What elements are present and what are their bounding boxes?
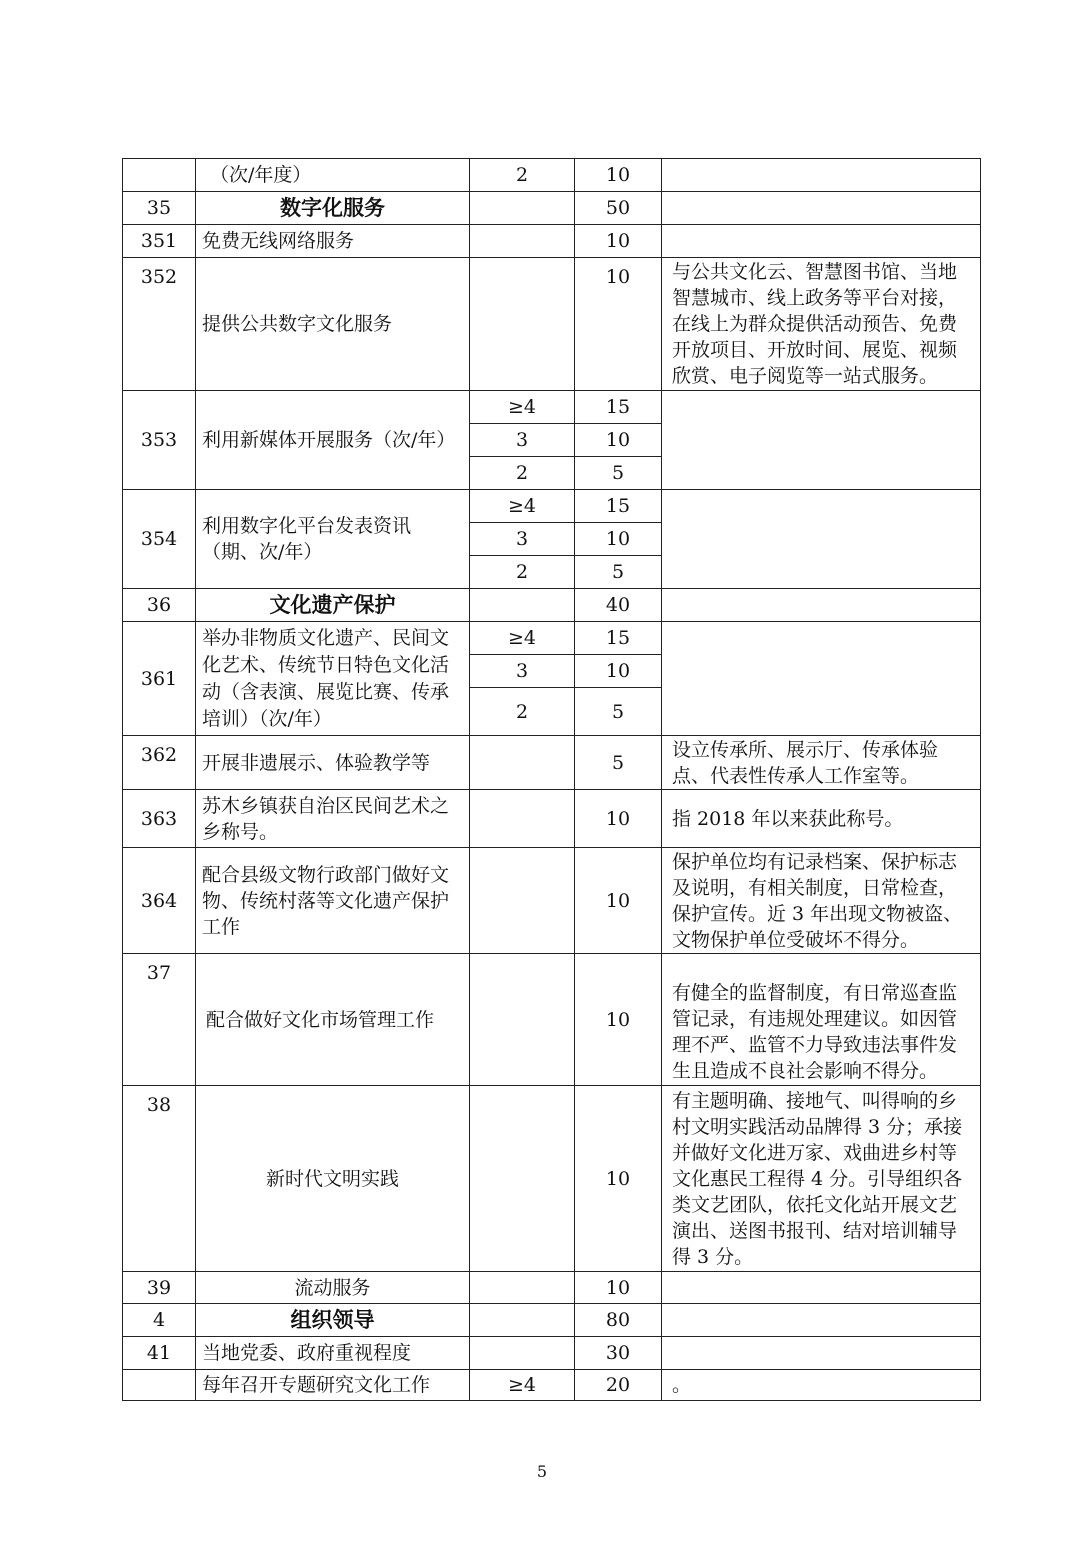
row-number: 364 [123,848,196,954]
note: 与公共文化云、智慧图书馆、当地智慧城市、线上政务等平台对接，在线上为群众提供活动预告、免费开放项目、开放时间、展览、视频欣赏、电子阅览等一站式服务。 [662,258,981,391]
table-row [123,589,981,622]
score: 10 [575,523,662,556]
note: 设立传承所、展示厅、传承体验点、代表性传承人工作室等。 [662,736,981,790]
item-name: （次/年度） [196,159,470,192]
row-number: 39 [123,1272,196,1304]
standard: 3 [470,424,575,457]
item-name: 开展非遗展示、体验教学等 [196,736,470,790]
row-number: 352 [123,258,196,391]
score: 40 [575,589,662,622]
item-name: 利用数字化平台发表资讯（期、次/年） [196,490,470,589]
score: 10 [575,159,662,192]
score: 80 [575,1304,662,1337]
row-number [123,1370,196,1401]
standard: ≥4 [470,1370,575,1401]
standard [470,790,575,848]
row-number: 4 [123,1304,196,1337]
item-name: 利用新媒体开展服务（次/年） [196,391,470,490]
score: 10 [575,1086,662,1272]
note [662,391,981,490]
item-name: 配合做好文化市场管理工作 [196,954,470,1086]
note [662,622,981,736]
row-number: 362 [123,736,196,790]
score: 10 [575,1272,662,1304]
standard [470,1272,575,1304]
row-number: 41 [123,1337,196,1370]
table-row [123,790,981,848]
standard [470,192,575,225]
score: 10 [575,848,662,954]
note: 指 2018 年以来获此称号。 [662,790,981,848]
note [662,1272,981,1304]
table-row [123,225,981,258]
standard [470,736,575,790]
item-name: 免费无线网络服务 [196,225,470,258]
table-row [123,1086,981,1272]
row-number: 361 [123,622,196,736]
table-row [123,954,981,1086]
note [662,1304,981,1337]
table-row [123,1304,981,1337]
score: 30 [575,1337,662,1370]
table-row [123,490,981,523]
row-number: 38 [123,1086,196,1272]
score: 10 [575,258,662,391]
page-number: 5 [536,1462,548,1481]
item-name: 配合县级文物行政部门做好文物、传统村落等文化遗产保护工作 [196,848,470,954]
standard [470,589,575,622]
item-name: 每年召开专题研究文化工作 [196,1370,470,1401]
standard: ≥4 [470,490,575,523]
row-number: 363 [123,790,196,848]
note [662,192,981,225]
score: 10 [575,225,662,258]
item-name: 举办非物质文化遗产、民间文化艺术、传统节日特色文化活动（含表演、展览比赛、传承培训）（次/年） [196,622,470,736]
row-number: 36 [123,589,196,622]
item-name: 流动服务 [196,1272,470,1304]
table-row [123,1272,981,1304]
note [662,159,981,192]
standard: 3 [470,523,575,556]
standard: 2 [470,688,575,736]
evaluation-table [122,158,981,1401]
note: 保护单位均有记录档案、保护标志及说明，有相关制度，日常检查，保护宣传。近 3 年出现文物被盗、文物保护单位受破坏不得分。 [662,848,981,954]
score: 5 [575,688,662,736]
score: 10 [575,424,662,457]
score: 5 [575,556,662,589]
standard: 3 [470,655,575,688]
score: 5 [575,736,662,790]
row-number: 353 [123,391,196,490]
standard: ≥4 [470,622,575,655]
table-row [123,848,981,954]
table-row [123,192,981,225]
score: 15 [575,391,662,424]
standard: 2 [470,457,575,490]
item-name: 文化遗产保护 [196,589,470,622]
note: 。 [662,1370,981,1401]
standard [470,848,575,954]
table-row [123,622,981,655]
note [662,490,981,589]
item-name: 组织领导 [196,1304,470,1337]
table-row [123,736,981,790]
item-name: 数字化服务 [196,192,470,225]
table-row [123,391,981,424]
note [662,589,981,622]
score: 50 [575,192,662,225]
standard: 2 [470,556,575,589]
standard: 2 [470,159,575,192]
table-row [123,1337,981,1370]
standard [470,1337,575,1370]
standard [470,1304,575,1337]
standard [470,954,575,1086]
score: 5 [575,457,662,490]
score: 15 [575,490,662,523]
score: 10 [575,655,662,688]
note: 有健全的监督制度，有日常巡查监管记录，有违规处理建议。如因管理不严、监管不力导致违法事件发生且造成不良社会影响不得分。 [662,954,981,1086]
score: 10 [575,954,662,1086]
standard: ≥4 [470,391,575,424]
row-number [123,159,196,192]
table-row [123,1370,981,1401]
note [662,1337,981,1370]
row-number: 37 [123,954,196,1086]
score: 20 [575,1370,662,1401]
item-name: 提供公共数字文化服务 [196,258,470,391]
table-row [123,159,981,192]
table-row [123,258,981,391]
note [662,225,981,258]
score: 15 [575,622,662,655]
item-name: 当地党委、政府重视程度 [196,1337,470,1370]
item-name: 新时代文明实践 [196,1086,470,1272]
row-number: 354 [123,490,196,589]
standard [470,258,575,391]
item-name: 苏木乡镇获自治区民间艺术之乡称号。 [196,790,470,848]
score: 10 [575,790,662,848]
row-number: 351 [123,225,196,258]
standard [470,225,575,258]
note: 有主题明确、接地气、叫得响的乡村文明实践活动品牌得 3 分；承接并做好文化进万家、戏曲进乡村等文化惠民工程得 4 分。引导组织各类文艺团队，依托文化站开展文艺演出、送图书报刊、结对培训辅导得 3 分。 [662,1086,981,1272]
standard [470,1086,575,1272]
row-number: 35 [123,192,196,225]
